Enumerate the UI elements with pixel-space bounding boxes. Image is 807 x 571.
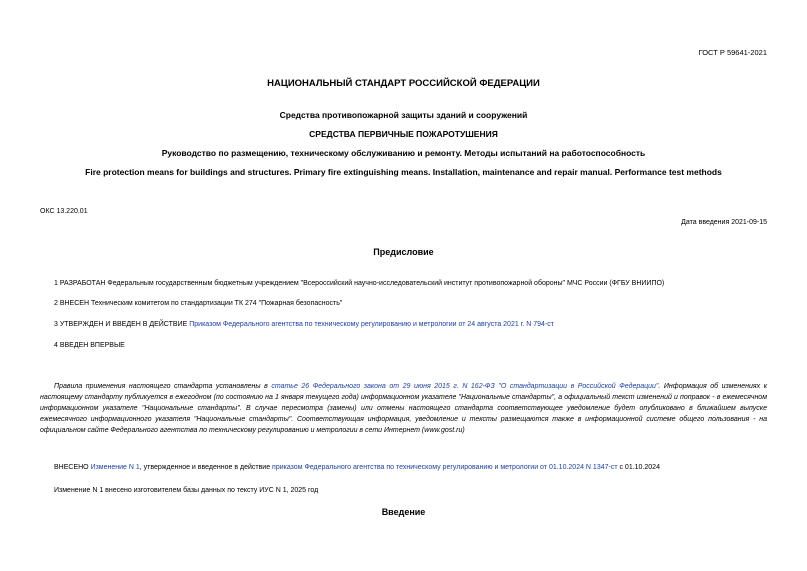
amendment-suffix: с 01.10.2024 <box>617 464 660 471</box>
amendment-note: Изменение N 1 внесено изготовителем базы данных по тексту ИУС N 1, 2025 год <box>54 487 319 494</box>
document-subtitle: Средства противопожарной защиты зданий и сооружений <box>279 110 528 120</box>
document-title: НАЦИОНАЛЬНЫЙ СТАНДАРТ РОССИЙСКОЙ ФЕДЕРАЦИИ <box>267 78 540 89</box>
introduction-date: Дата введения 2021-09-15 <box>681 219 767 226</box>
preface-heading: Предисловие <box>373 247 434 257</box>
approved-label: 3 УТВЕРЖДЕН И ВВЕДЕН В ДЕЙСТВИЕ <box>54 321 190 328</box>
preface-item-approved <box>54 321 554 328</box>
federal-law-link[interactable]: статье 26 Федерального закона от 29 июня 2015 г. N 162-ФЗ "О стандартизации в Российской Федерации" <box>271 383 659 390</box>
document-subject: СРЕДСТВА ПЕРВИЧНЫЕ ПОЖАРОТУШЕНИЯ <box>309 129 498 139</box>
preface-item-developed: 1 РАЗРАБОТАН Федеральным государственным бюджетным учреждением "Всероссийский научно-исследовательский институт противопожарной обороны" МЧС России (ФГБУ ВНИИПО) <box>54 280 665 287</box>
application-rules-paragraph <box>40 381 767 436</box>
preface-item-first-introduced: 4 ВВЕДЕН ВПЕРВЫЕ <box>54 342 125 349</box>
amendment-line <box>54 464 660 471</box>
introduction-heading: Введение <box>381 507 426 517</box>
gost-code: ГОСТ Р 59641-2021 <box>698 48 767 57</box>
amendment-order-link[interactable]: приказом Федерального агентства по техническому регулированию и метрологии от 01.10.2024 N 1347-ст <box>272 464 618 471</box>
document-guide-title: Руководство по размещению, техническому обслуживанию и ремонту. Методы испытаний на работоспособность <box>161 148 646 158</box>
oks-code: ОКС 13.220.01 <box>40 208 88 215</box>
approval-order-link[interactable]: Приказом Федерального агентства по техническому регулированию и метрологии от 24 августа 2021 г. N 794-ст <box>189 321 554 328</box>
rules-text-rest: . Информация об изменениях к настоящему стандарту публикуется в ежегодном (по состоянию на 1 января текущего года) информационном указателе "Национальные стандарты", а официальный текст изменений и поправок - в ежемесячном информационном указателе "Национальные стандарты". В случае пересмотра (замены) или отмены настоящего стандарта соответствующее уведомление будет опубликовано в ближайшем выпуске ежемесячного информационного указателя "Национальные стандарты". Соответствующая информация, уведомление и тексты размещаются также в информационной системе общего пользования - на официальном сайте Федерального агентства по техническому регулированию и метрологии в сети Интернет (www.gost.ru) <box>40 383 768 434</box>
document-english-title: Fire protection means for buildings and structures. Primary fire extinguishing means. Installation, maintenance and repair manual. Performance test methods <box>85 167 722 177</box>
rules-text-start: Правила применения настоящего стандарта установлены в <box>54 383 272 390</box>
amendment-prefix: ВНЕСЕНО <box>54 464 91 471</box>
preface-item-submitted: 2 ВНЕСЕН Техническим комитетом по стандартизации ТК 274 "Пожарная безопасность" <box>54 300 343 307</box>
amendment-link[interactable]: Изменение N 1 <box>90 464 140 471</box>
amendment-middle: , утвержденное и введенное в действие <box>139 464 273 471</box>
